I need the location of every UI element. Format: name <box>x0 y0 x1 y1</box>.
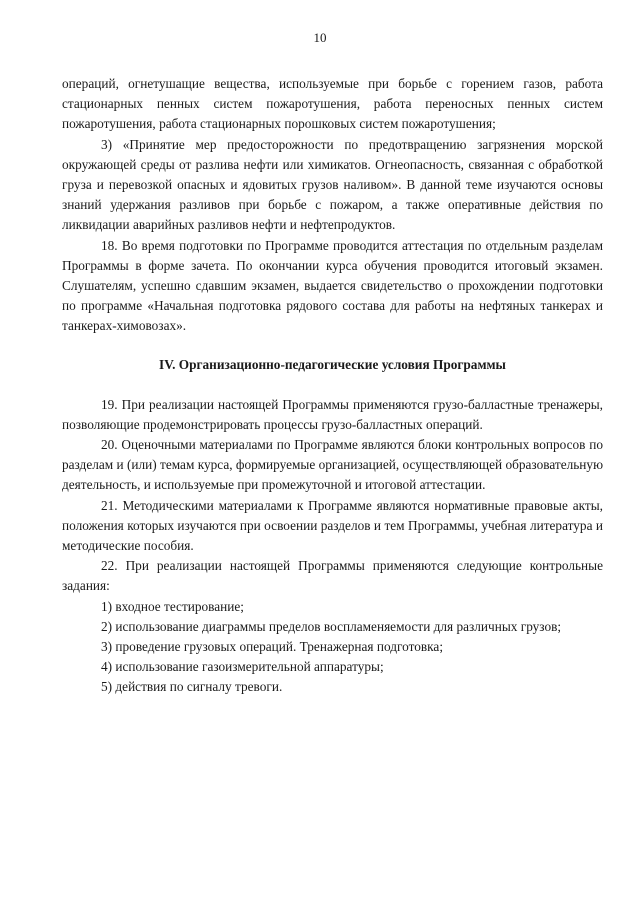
list-item-entry-testing: 1) входное тестирование; <box>101 598 245 614</box>
paragraph-20-assessment-materials: 20. Оценочными материалами по Программе являются блоки контрольных вопросов по разделам и (или) темам курса, формируемые организацией, осуществляющей образовательную деятельность, и используемые при промежуточной и итоговой аттестации. <box>62 437 603 493</box>
paragraph-19-simulators: 19. При реализации настоящей Программы применяются грузо-балластные тренажеры, позволяющие продемонстрировать процессы грузо-балластных операций. <box>62 396 603 432</box>
list-item-cargo-operations: 3) проведение грузовых операций. Тренажерная подготовка; <box>101 639 444 655</box>
section-heading: IV. Организационно-педагогические условия Программы <box>159 356 506 372</box>
list-item-flammability-diagram: 2) использование диаграммы пределов воспламеняемости для различных грузов; <box>101 618 562 634</box>
list-item-gas-measuring: 4) использование газоизмерительной аппаратуры; <box>101 659 384 675</box>
paragraph-continuation-fire-systems: операций, огнетушащие вещества, используемые при борьбе с горением газов, работа стационарных пенных систем пожаротушения, работа переносных пенных систем пожаротушения, работа стационарных порошковых систем пожаротушения; <box>62 76 603 132</box>
paragraph-21-methodical-materials: 21. Методическими материалами к Программе являются нормативные правовые акты, положения которых изучаются при освоении разделов и тем Программы, учебная литература и методические пособия. <box>62 497 603 554</box>
paragraph-22-control-tasks: 22. При реализации настоящей Программы применяются следующие контрольные задания: <box>62 558 603 594</box>
paragraph-18-attestation: 18. Во время подготовки по Программе проводится аттестация по отдельным разделам Программы в форме зачета. По окончании курса обучения проводится итоговый экзамен. Слушателям, успешно сдавшим экзамен, выдается свидетельство о прохождении подготовки по программе «Начальная подготовка рядового состава для работы на нефтяных танкерах и танкерах-химовозах». <box>62 237 603 334</box>
paragraph-item-3-pollution-prevention: 3) «Принятие мер предосторожности по предотвращению загрязнения морской окружающей среды от разлива нефти или химикатов. Огнеопасность, связанная с обработкой груза и перевозкой опасных и ядовитых грузов наливом». В данной теме изучаются основы знаний удержания разливов при борьбе с пожаром, а также оперативные действия по ликвидации аварийных разливов нефти и нефтепродуктов. <box>62 136 603 233</box>
document-body <box>62 74 603 698</box>
list-item-alarm-actions: 5) действия по сигналу тревоги. <box>101 679 283 695</box>
page-number: 10 <box>313 30 327 45</box>
